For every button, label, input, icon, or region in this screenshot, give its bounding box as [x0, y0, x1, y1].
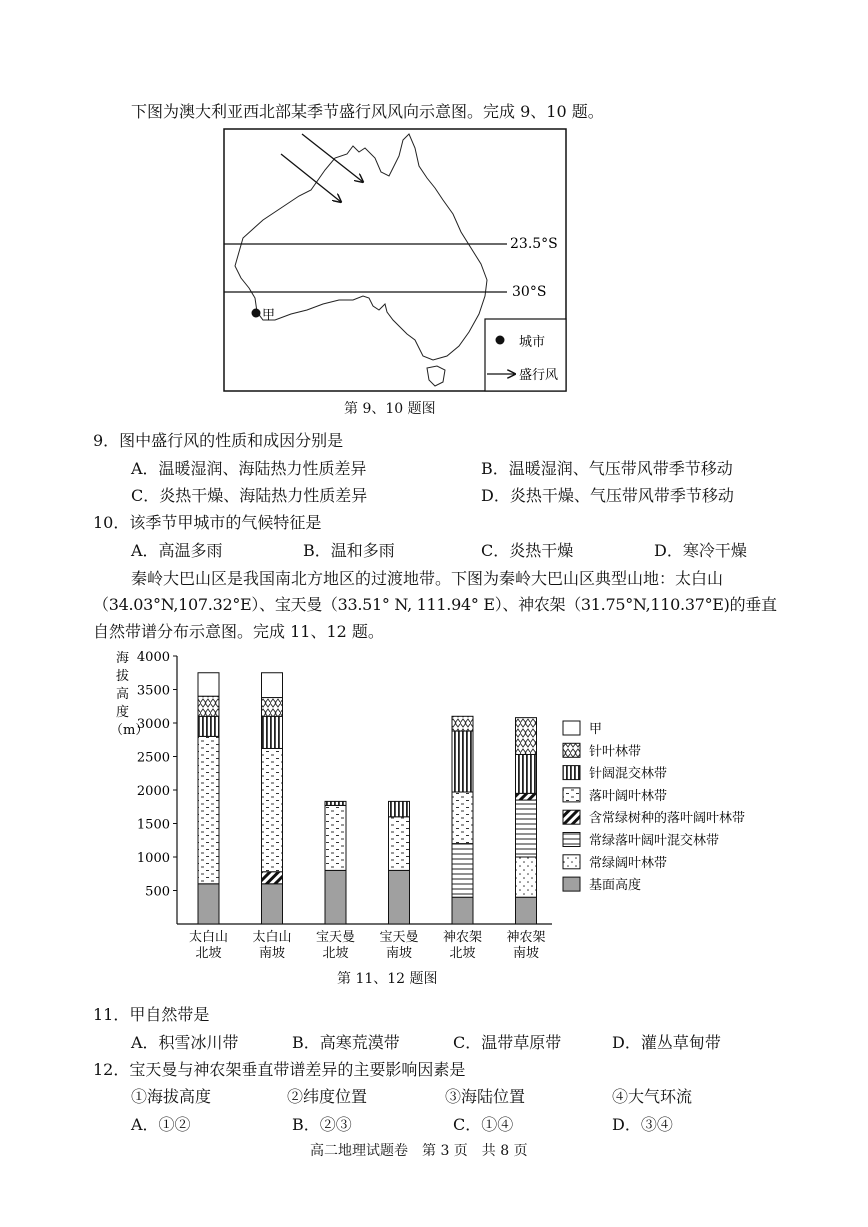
bar-segment-mixed-forest [198, 716, 219, 736]
legend-swatch-jia [563, 721, 580, 735]
bar-segment-deciduous [452, 792, 473, 844]
bar-segment-conifer [262, 698, 283, 717]
bar-segment-mixed-forest [262, 716, 283, 748]
legend-label-evergreen-deciduous: 含常绿树种的落叶阔叶林带 [589, 811, 746, 827]
question-12-option-d[interactable]: D．③④ [612, 1115, 673, 1134]
question-10-stem: 10．该季节甲城市的气候特征是 [93, 513, 322, 532]
bar-segment-evergreen-deciduous-mixed [452, 844, 473, 898]
y-tick-label: 500 [145, 884, 170, 900]
question-11-option-c[interactable]: C．温带草原带 [453, 1033, 562, 1052]
legend-city-dot [496, 336, 505, 345]
bar-segment-conifer [452, 716, 473, 731]
x-tick-label: 北坡 [195, 946, 222, 961]
intro-text-2-line-2: （34.03°N,107.32°E）、宝天曼（33.51° N, 111.94° E）、神农架（31.75°N,110.37°E)的垂直 [93, 595, 777, 614]
intro-text-1: 下图为澳大利亚西北部某季节盛行风风向示意图。完成 9、10 题。 [131, 102, 604, 121]
question-9-stem: 9．图中盛行风的性质和成因分别是 [93, 431, 344, 450]
bar-segment-mixed-forest [452, 731, 473, 792]
question-9-option-d[interactable]: D．炎热干燥、气压带风带季节移动 [481, 486, 734, 505]
legend-swatch-deciduous [563, 788, 580, 802]
bar-segment-jia [198, 673, 219, 696]
legend-swatch-base-elevation [563, 877, 580, 891]
legend-swatch-evergreen-broadleaf [563, 855, 580, 869]
question-12-option-b[interactable]: B．②③ [292, 1115, 352, 1134]
latitude-label-30: 30°S [512, 284, 547, 300]
question-12-option-c[interactable]: C．①④ [453, 1115, 514, 1134]
question-10-option-c[interactable]: C．炎热干燥 [481, 541, 574, 560]
bar-segment-base-elevation [389, 870, 410, 924]
intro-text-2-line-3: 自然带谱分布示意图。完成 11、12 题。 [93, 622, 384, 641]
latitude-label-23-5: 23.5°S [510, 236, 558, 252]
legend-city-label: 城市 [519, 335, 546, 350]
y-tick-label: 3500 [136, 683, 170, 699]
y-tick-label: 2500 [136, 750, 170, 766]
bar-segment-conifer [198, 696, 219, 716]
chart-caption: 第 11、12 题图 [337, 971, 438, 987]
map-caption: 第 9、10 题图 [344, 401, 436, 417]
question-12-factor-4: ④大气环流 [612, 1087, 693, 1106]
legend-label-mixed-forest: 针阔混交林带 [589, 766, 668, 782]
question-10-option-b[interactable]: B．温和多雨 [303, 541, 395, 560]
question-11-option-a[interactable]: A．积雪冰川带 [131, 1033, 239, 1052]
legend-label-conifer: 针叶林带 [589, 744, 642, 760]
bar-segment-deciduous [389, 817, 410, 871]
chart-bars [198, 673, 537, 924]
y-tick-label: 1000 [136, 851, 170, 866]
y-tick-label: 3000 [136, 717, 170, 732]
bar-segment-evergreen-broadleaf [516, 857, 537, 897]
x-tick-label: 北坡 [449, 946, 476, 961]
question-11-option-d[interactable]: D．灌丛草甸带 [612, 1033, 721, 1052]
legend-swatch-conifer [563, 743, 580, 757]
australia-wind-map [223, 128, 567, 392]
y-tick-label: 4000 [136, 650, 170, 665]
chart-ylabel: 海 拔 高 度 （m） [110, 651, 149, 738]
question-12-factor-3: ③海陆位置 [445, 1087, 526, 1106]
question-12-stem: 12．宝天曼与神农架垂直带谱差异的主要影响因素是 [93, 1060, 466, 1079]
bar-segment-evergreen-deciduous [516, 793, 537, 800]
bar-segment-deciduous [198, 736, 219, 883]
x-tick-label: 太白山 [188, 930, 229, 945]
bar-segment-mixed-forest [325, 801, 346, 805]
x-tick-label: 宝天曼 [379, 930, 419, 945]
bar-segment-deciduous [325, 805, 346, 870]
bar-segment-base-elevation [262, 884, 283, 924]
question-12-factor-2: ②纬度位置 [287, 1087, 368, 1106]
x-tick-label: 太白山 [252, 930, 292, 945]
bar-segment-evergreen-deciduous [262, 872, 283, 884]
y-tick-label: 2000 [136, 784, 170, 799]
chart-legend [563, 721, 745, 893]
y-tick-label: 1500 [136, 817, 170, 833]
question-10-option-d[interactable]: D．寒冷干燥 [654, 541, 747, 560]
legend-wind-label: 盛行风 [519, 368, 559, 383]
bar-segment-evergreen-deciduous-mixed [516, 800, 537, 857]
x-tick-label: 宝天曼 [315, 930, 356, 945]
legend-label-deciduous: 落叶阔叶林带 [589, 788, 668, 804]
question-9-option-a[interactable]: A．温暖湿润、海陆热力性质差异 [131, 459, 367, 478]
question-12-option-a[interactable]: A．①② [131, 1115, 191, 1134]
question-11-stem: 11．甲自然带是 [93, 1005, 210, 1024]
x-tick-label: 南坡 [512, 946, 540, 961]
bar-segment-mixed-forest [389, 801, 410, 816]
legend-label-evergreen-broadleaf: 常绿阔叶林带 [589, 855, 668, 871]
x-tick-label: 南坡 [385, 946, 413, 961]
intro-text-2-line-1: 秦岭大巴山区是我国南北方地区的过渡地带。下图为秦岭大巴山区典型山地：太白山 [131, 569, 724, 588]
bar-segment-deciduous [262, 748, 283, 871]
x-tick-label: 神农架 [442, 930, 483, 945]
city-label: 甲 [262, 308, 276, 323]
question-9-option-b[interactable]: B．温暖湿润、气压带风带季节移动 [481, 459, 733, 478]
bar-segment-base-elevation [516, 897, 537, 924]
chart-x-labels [189, 929, 546, 961]
altitude-zone-chart [110, 648, 770, 966]
question-12-factor-1: ①海拔高度 [131, 1087, 212, 1106]
bar-segment-jia [262, 673, 283, 698]
legend-swatch-evergreen-deciduous-mixed [563, 833, 580, 847]
page-footer: 高二地理试题卷 第 3 页 共 8 页 [310, 1143, 528, 1159]
legend-swatch-evergreen-deciduous [563, 810, 580, 824]
legend-label-base-elevation: 基面高度 [589, 878, 642, 894]
legend-swatch-mixed-forest [563, 766, 580, 780]
question-10-option-a[interactable]: A．高温多雨 [131, 541, 223, 560]
bar-segment-base-elevation [198, 884, 219, 924]
question-9-option-c[interactable]: C．炎热干燥、海陆热力性质差异 [131, 486, 368, 505]
city-marker [252, 309, 261, 318]
legend-label-jia: 甲 [589, 722, 603, 737]
bar-segment-base-elevation [452, 897, 473, 924]
x-tick-label: 神农架 [506, 930, 546, 945]
x-tick-label: 北坡 [322, 946, 349, 961]
bar-segment-mixed-forest [516, 754, 537, 793]
question-11-option-b[interactable]: B．高寒荒漠带 [292, 1033, 400, 1052]
x-tick-label: 南坡 [258, 946, 286, 961]
bar-segment-conifer [516, 718, 537, 755]
legend-label-evergreen-deciduous-mixed: 常绿落叶阔叶混交林带 [589, 833, 720, 849]
bar-segment-base-elevation [325, 870, 346, 924]
